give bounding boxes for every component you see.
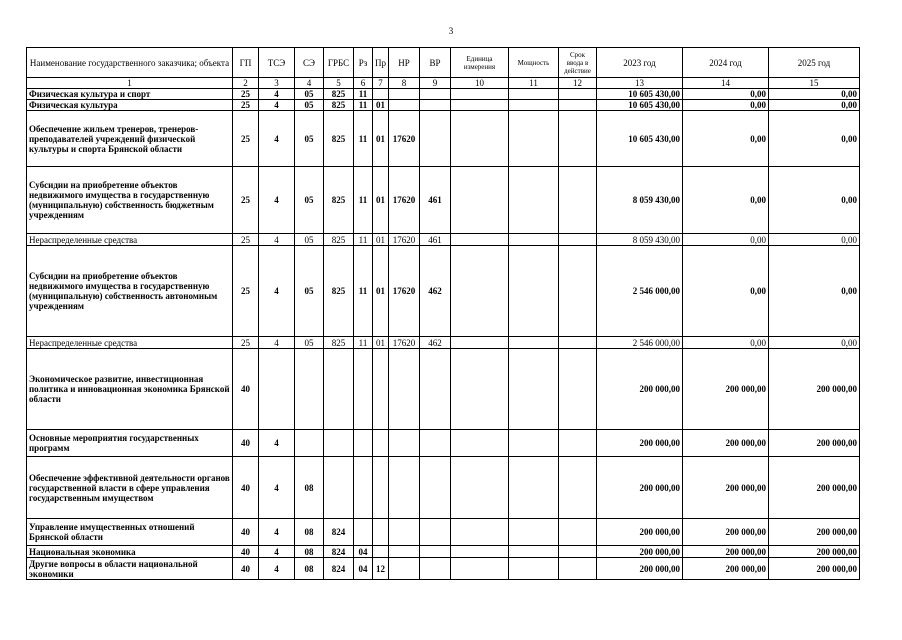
term-cell <box>559 246 597 337</box>
pr-cell <box>373 457 389 519</box>
rz-cell <box>354 349 373 430</box>
tse-cell: 4 <box>259 234 295 246</box>
col-number: 5 <box>324 78 354 89</box>
pr-cell: 01 <box>373 167 389 234</box>
amount-2024-cell: 0,00 <box>683 246 769 337</box>
se-cell: 05 <box>295 246 324 337</box>
vr-cell <box>420 349 451 430</box>
amount-2025-cell: 0,00 <box>769 246 860 337</box>
col-header-tse: ТСЭ <box>259 48 295 78</box>
col-header-2025: 2025 год <box>769 48 860 78</box>
amount-2024-cell: 200 000,00 <box>683 519 769 546</box>
gp-cell: 25 <box>233 111 259 167</box>
se-cell <box>295 430 324 457</box>
amount-2024-cell: 200 000,00 <box>683 349 769 430</box>
term-cell <box>559 349 597 430</box>
grbs-cell: 825 <box>324 100 354 111</box>
gp-cell: 40 <box>233 457 259 519</box>
unit-cell <box>451 167 509 234</box>
amount-2025-cell: 200 000,00 <box>769 457 860 519</box>
power-cell <box>509 430 559 457</box>
nr-cell: 17620 <box>389 337 420 349</box>
budget-table <box>26 47 860 580</box>
rz-cell: 11 <box>354 246 373 337</box>
nr-cell <box>389 457 420 519</box>
row-name: Физическая культура и спорт <box>27 89 233 100</box>
vr-cell: 462 <box>420 337 451 349</box>
grbs-cell: 825 <box>324 337 354 349</box>
amount-2023-cell: 200 000,00 <box>597 558 683 580</box>
tse-cell: 4 <box>259 457 295 519</box>
amount-2025-cell: 200 000,00 <box>769 546 860 558</box>
tse-cell <box>259 349 295 430</box>
amount-2023-cell: 10 605 430,00 <box>597 89 683 100</box>
nr-cell <box>389 558 420 580</box>
col-header-grbs: ГРБС <box>324 48 354 78</box>
unit-cell <box>451 349 509 430</box>
amount-2025-cell: 0,00 <box>769 167 860 234</box>
unit-cell <box>451 100 509 111</box>
row-name: Нераспределенные средства <box>27 234 233 246</box>
tse-cell: 4 <box>259 430 295 457</box>
vr-cell <box>420 111 451 167</box>
amount-2023-cell: 200 000,00 <box>597 546 683 558</box>
se-cell: 08 <box>295 519 324 546</box>
amount-2023-cell: 2 546 000,00 <box>597 337 683 349</box>
row-name: Обеспечение эффективной деятельности органов государственной власти в сфере управления государственным имуществом <box>27 457 233 519</box>
term-cell <box>559 167 597 234</box>
term-cell <box>559 457 597 519</box>
grbs-cell: 825 <box>324 167 354 234</box>
tse-cell: 4 <box>259 111 295 167</box>
vr-cell: 461 <box>420 167 451 234</box>
amount-2025-cell: 0,00 <box>769 89 860 100</box>
col-header-nr: НР <box>389 48 420 78</box>
tse-cell: 4 <box>259 558 295 580</box>
table-row <box>27 558 860 580</box>
table-row <box>27 167 860 234</box>
amount-2025-cell: 0,00 <box>769 100 860 111</box>
col-number: 10 <box>451 78 509 89</box>
col-number: 4 <box>295 78 324 89</box>
power-cell <box>509 349 559 430</box>
grbs-cell: 825 <box>324 246 354 337</box>
col-header-pr: Пр <box>373 48 389 78</box>
col-number: 3 <box>259 78 295 89</box>
row-name: Обеспечение жильем тренеров, тренеров-преподавателей учреждений физической культуры и спорта Брянской области <box>27 111 233 167</box>
row-name: Национальная экономика <box>27 546 233 558</box>
gp-cell: 25 <box>233 337 259 349</box>
row-name: Физическая культура <box>27 100 233 111</box>
grbs-cell <box>324 349 354 430</box>
term-cell <box>559 100 597 111</box>
col-header-rz: Рз <box>354 48 373 78</box>
se-cell: 08 <box>295 457 324 519</box>
tse-cell: 4 <box>259 246 295 337</box>
nr-cell <box>389 519 420 546</box>
se-cell: 05 <box>295 111 324 167</box>
grbs-cell: 825 <box>324 111 354 167</box>
amount-2023-cell: 200 000,00 <box>597 430 683 457</box>
power-cell <box>509 519 559 546</box>
pr-cell: 01 <box>373 234 389 246</box>
unit-cell <box>451 234 509 246</box>
amount-2024-cell: 0,00 <box>683 337 769 349</box>
row-name: Нераспределенные средства <box>27 337 233 349</box>
col-number: 2 <box>233 78 259 89</box>
table-body <box>27 89 860 580</box>
gp-cell: 25 <box>233 234 259 246</box>
amount-2023-cell: 8 059 430,00 <box>597 234 683 246</box>
col-header-term: Срок ввода в действие <box>559 48 597 78</box>
gp-cell: 25 <box>233 167 259 234</box>
table-row <box>27 546 860 558</box>
col-number: 13 <box>597 78 683 89</box>
gp-cell: 40 <box>233 546 259 558</box>
table-row <box>27 430 860 457</box>
table-row <box>27 519 860 546</box>
amount-2023-cell: 8 059 430,00 <box>597 167 683 234</box>
row-name: Другие вопросы в области национальной экономики <box>27 558 233 580</box>
tse-cell: 4 <box>259 167 295 234</box>
se-cell: 05 <box>295 234 324 246</box>
amount-2023-cell: 10 605 430,00 <box>597 111 683 167</box>
gp-cell: 40 <box>233 519 259 546</box>
pr-cell <box>373 430 389 457</box>
col-header-vr: ВР <box>420 48 451 78</box>
vr-cell <box>420 430 451 457</box>
col-header-se: СЭ <box>295 48 324 78</box>
table-row <box>27 234 860 246</box>
unit-cell <box>451 430 509 457</box>
col-number: 7 <box>373 78 389 89</box>
amount-2024-cell: 200 000,00 <box>683 558 769 580</box>
gp-cell: 40 <box>233 430 259 457</box>
term-cell <box>559 558 597 580</box>
se-cell: 05 <box>295 89 324 100</box>
gp-cell: 25 <box>233 100 259 111</box>
nr-cell <box>389 546 420 558</box>
nr-cell <box>389 100 420 111</box>
rz-cell: 11 <box>354 337 373 349</box>
amount-2023-cell: 2 546 000,00 <box>597 246 683 337</box>
amount-2024-cell: 0,00 <box>683 234 769 246</box>
amount-2025-cell: 200 000,00 <box>769 349 860 430</box>
amount-2024-cell: 0,00 <box>683 89 769 100</box>
vr-cell <box>420 457 451 519</box>
power-cell <box>509 246 559 337</box>
gp-cell: 25 <box>233 89 259 100</box>
col-number: 6 <box>354 78 373 89</box>
amount-2025-cell: 0,00 <box>769 111 860 167</box>
term-cell <box>559 519 597 546</box>
term-cell <box>559 546 597 558</box>
nr-cell: 17620 <box>389 234 420 246</box>
nr-cell: 17620 <box>389 246 420 337</box>
table-row <box>27 100 860 111</box>
power-cell <box>509 337 559 349</box>
se-cell: 08 <box>295 546 324 558</box>
amount-2024-cell: 200 000,00 <box>683 457 769 519</box>
table-row <box>27 246 860 337</box>
rz-cell <box>354 519 373 546</box>
amount-2024-cell: 0,00 <box>683 100 769 111</box>
power-cell <box>509 111 559 167</box>
tse-cell: 4 <box>259 519 295 546</box>
rz-cell: 11 <box>354 100 373 111</box>
pr-cell: 01 <box>373 111 389 167</box>
rz-cell <box>354 430 373 457</box>
header-row <box>27 48 860 78</box>
vr-cell <box>420 89 451 100</box>
nr-cell: 17620 <box>389 167 420 234</box>
amount-2024-cell: 200 000,00 <box>683 430 769 457</box>
power-cell <box>509 167 559 234</box>
vr-cell <box>420 519 451 546</box>
col-number: 12 <box>559 78 597 89</box>
col-number: 1 <box>27 78 233 89</box>
grbs-cell: 824 <box>324 519 354 546</box>
col-number: 8 <box>389 78 420 89</box>
gp-cell: 25 <box>233 246 259 337</box>
rz-cell: 04 <box>354 558 373 580</box>
vr-cell <box>420 558 451 580</box>
unit-cell <box>451 89 509 100</box>
pr-cell <box>373 89 389 100</box>
grbs-cell: 825 <box>324 234 354 246</box>
row-name: Основные мероприятия государственных программ <box>27 430 233 457</box>
vr-cell: 461 <box>420 234 451 246</box>
amount-2025-cell: 0,00 <box>769 337 860 349</box>
se-cell: 05 <box>295 337 324 349</box>
col-header-2023: 2023 год <box>597 48 683 78</box>
amount-2024-cell: 200 000,00 <box>683 546 769 558</box>
unit-cell <box>451 111 509 167</box>
rz-cell: 04 <box>354 546 373 558</box>
col-number: 11 <box>509 78 559 89</box>
grbs-cell: 825 <box>324 89 354 100</box>
table-row <box>27 111 860 167</box>
grbs-cell: 824 <box>324 546 354 558</box>
se-cell: 05 <box>295 100 324 111</box>
term-cell <box>559 430 597 457</box>
row-name: Экономическое развитие, инвестиционная политика и инновационная экономика Брянской области <box>27 349 233 430</box>
amount-2025-cell: 200 000,00 <box>769 519 860 546</box>
rz-cell: 11 <box>354 234 373 246</box>
unit-cell <box>451 246 509 337</box>
power-cell <box>509 234 559 246</box>
power-cell <box>509 457 559 519</box>
amount-2024-cell: 0,00 <box>683 111 769 167</box>
gp-cell: 40 <box>233 558 259 580</box>
pr-cell <box>373 519 389 546</box>
amount-2025-cell: 0,00 <box>769 234 860 246</box>
se-cell: 08 <box>295 558 324 580</box>
term-cell <box>559 337 597 349</box>
col-number: 15 <box>769 78 860 89</box>
page-number: 3 <box>448 26 454 36</box>
tse-cell: 4 <box>259 100 295 111</box>
vr-cell <box>420 546 451 558</box>
row-name: Управление имущественных отношений Брянской области <box>27 519 233 546</box>
vr-cell: 462 <box>420 246 451 337</box>
amount-2025-cell: 200 000,00 <box>769 430 860 457</box>
amount-2024-cell: 0,00 <box>683 167 769 234</box>
grbs-cell <box>324 457 354 519</box>
table-row <box>27 349 860 430</box>
tse-cell: 4 <box>259 337 295 349</box>
col-header-power: Мощность <box>509 48 559 78</box>
amount-2025-cell: 200 000,00 <box>769 558 860 580</box>
pr-cell <box>373 546 389 558</box>
rz-cell: 11 <box>354 111 373 167</box>
pr-cell: 01 <box>373 100 389 111</box>
term-cell <box>559 111 597 167</box>
rz-cell: 11 <box>354 89 373 100</box>
power-cell <box>509 546 559 558</box>
unit-cell <box>451 337 509 349</box>
row-name: Субсидии на приобретение объектов недвижимого имущества в государственную (муниципальную) собственность бюджетным учреждениям <box>27 167 233 234</box>
amount-2023-cell: 200 000,00 <box>597 457 683 519</box>
pr-cell: 01 <box>373 246 389 337</box>
row-name: Субсидии на приобретение объектов недвижимого имущества в государственную (муниципальную) собственность автономным учреждениям <box>27 246 233 337</box>
unit-cell <box>451 519 509 546</box>
pr-cell <box>373 349 389 430</box>
table-row <box>27 337 860 349</box>
amount-2023-cell: 10 605 430,00 <box>597 100 683 111</box>
se-cell <box>295 349 324 430</box>
column-number-row <box>27 78 860 89</box>
gp-cell: 40 <box>233 349 259 430</box>
table-row <box>27 457 860 519</box>
nr-cell <box>389 430 420 457</box>
col-header-name: Наименование государственного заказчика; объекта <box>27 48 233 78</box>
col-number: 14 <box>683 78 769 89</box>
vr-cell <box>420 100 451 111</box>
col-header-gp: ГП <box>233 48 259 78</box>
grbs-cell <box>324 430 354 457</box>
col-header-2024: 2024 год <box>683 48 769 78</box>
nr-cell: 17620 <box>389 111 420 167</box>
nr-cell <box>389 349 420 430</box>
pr-cell: 01 <box>373 337 389 349</box>
amount-2023-cell: 200 000,00 <box>597 349 683 430</box>
col-header-unit: Единица измерения <box>451 48 509 78</box>
rz-cell: 11 <box>354 167 373 234</box>
nr-cell <box>389 89 420 100</box>
unit-cell <box>451 457 509 519</box>
pr-cell: 12 <box>373 558 389 580</box>
tse-cell: 4 <box>259 89 295 100</box>
tse-cell: 4 <box>259 546 295 558</box>
term-cell <box>559 89 597 100</box>
se-cell: 05 <box>295 167 324 234</box>
unit-cell <box>451 546 509 558</box>
power-cell <box>509 89 559 100</box>
term-cell <box>559 234 597 246</box>
unit-cell <box>451 558 509 580</box>
table-row <box>27 89 860 100</box>
rz-cell <box>354 457 373 519</box>
power-cell <box>509 100 559 111</box>
amount-2023-cell: 200 000,00 <box>597 519 683 546</box>
power-cell <box>509 558 559 580</box>
col-number: 9 <box>420 78 451 89</box>
grbs-cell: 824 <box>324 558 354 580</box>
